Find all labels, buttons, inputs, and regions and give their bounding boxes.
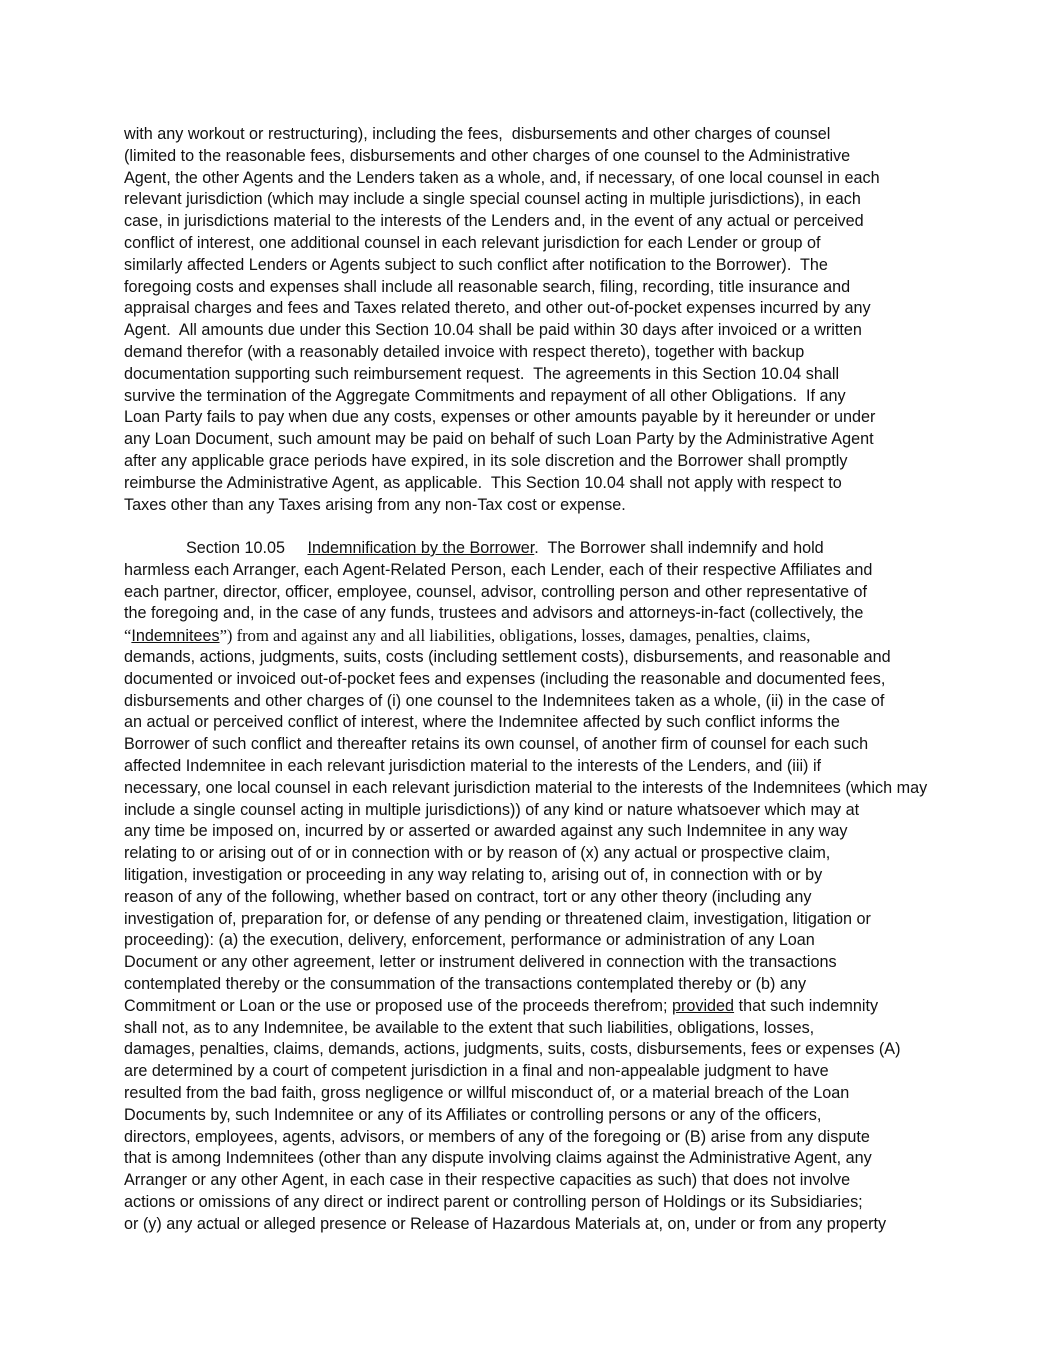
section-title: Indemnification by the Borrower (307, 539, 535, 557)
text-line: affected Indemnitee in each relevant jurisdiction material to the interests of the Lenders, and (iii) if (124, 756, 822, 775)
provided-prefix: Commitment or Loan or the use or proposed use of the proceeds therefrom; (124, 996, 672, 1015)
text-line: reason of any of the following, whether based on contract, tort or any other theory (including any (124, 887, 812, 906)
text-line: any Loan Document, such amount may be paid on behalf of such Loan Party by the Administrative Agent (124, 430, 874, 449)
text-line: Document or any other agreement, letter or instrument delivered in connection with the transactions (124, 953, 837, 972)
text-line: actions or omissions of any direct or indirect parent or controlling person of Holdings or its Subsidiaries; (124, 1192, 863, 1211)
text-line: documented or invoiced out-of-pocket fees and expenses (including the reasonable and documented fees, (124, 669, 886, 688)
text-line: Documents by, such Indemnitee or any of its Affiliates or controlling persons or any of the officers, (124, 1105, 822, 1124)
text-line: demands, actions, judgments, suits, costs (including settlement costs), disbursements, and reasonable and (124, 647, 891, 666)
text-line: Arranger or any other Agent, in each case in their respective capacities as such) that does not involve (124, 1171, 851, 1190)
text-line: contemplated thereby or the consummation of the transactions contemplated thereby or (b) any (124, 974, 807, 993)
defined-term-provided: provided (671, 996, 735, 1015)
text-line: reimburse the Administrative Agent, as applicable. This Section 10.04 shall not apply with respect to (124, 473, 842, 492)
text-line: proceeding): (a) the execution, delivery, enforcement, performance or administration of any Loan (124, 931, 815, 950)
paragraph2-part-a (124, 560, 932, 625)
text-line: (limited to the reasonable fees, disbursements and other charges of one counsel to the Administrative (124, 146, 851, 165)
text-line: resulted from the bad faith, gross negligence or willful misconduct of, or a material breach of the Loan (124, 1083, 850, 1102)
text-line: investigation of, preparation for, or defense of any pending or threatened claim, investigation, litigation or (124, 909, 871, 928)
paragraph-section-10-04-continuation (124, 124, 932, 516)
text-line: disbursements and other charges of (i) one counsel to the Indemnitees taken as a whole, (ii) in the case of (124, 691, 885, 710)
text-line: Loan Party fails to pay when due any costs, expenses or other amounts payable by it hereunder or under (124, 408, 876, 427)
text-line: demand therefor (with a reasonably detailed invoice with respect thereto), together with backup (124, 342, 805, 361)
defined-term-indemnitees: Indemnitees (131, 627, 220, 646)
text-line: relating to or arising out of or in connection with or by reason of (x) any actual or prospective claim, (124, 844, 831, 863)
text-line: each partner, director, officer, employee, counsel, advisor, controlling person and other representative of (124, 582, 867, 601)
text-line: appraisal charges and fees and Taxes related thereto, and other out-of-pocket expenses incurred by any (124, 299, 871, 318)
text-line: any time be imposed on, incurred by or asserted or awarded against any such Indemnitee in any way (124, 822, 848, 841)
section-number: Section 10.05 (186, 539, 285, 557)
text-line: conflict of interest, one additional counsel in each relevant jurisdiction for each Lender or group of (124, 233, 821, 252)
text-line: documentation supporting such reimbursement request. The agreements in this Section 10.04 shall (124, 364, 840, 383)
text-line: case, in jurisdictions material to the interests of the Lenders and, in the event of any actual or perceived (124, 212, 864, 231)
paragraph2-part-c (124, 1018, 932, 1236)
text-line: Taxes other than any Taxes arising from any non-Tax cost or expense. (124, 495, 626, 514)
indemnitees-line-rest: ”) from and against any and all liabilities, obligations, losses, damages, penalties, claims, (219, 626, 811, 646)
paragraph2-part-b (124, 647, 932, 996)
text-line: directors, employees, agents, advisors, or members of any of the foregoing or (B) arise from any dispute (124, 1127, 870, 1146)
text-line: relevant jurisdiction (which may include a single special counsel acting in multiple jurisdictions), in each (124, 190, 861, 209)
text-line: litigation, investigation or proceeding in any way relating to, arising out of, in connection with or by (124, 865, 823, 884)
section-title-period: . (534, 539, 539, 557)
text-line: foregoing costs and expenses shall include all reasonable search, filing, recording, title insurance and (124, 277, 851, 296)
text-line: Agent. All amounts due under this Section 10.04 shall be paid within 30 days after invoiced or a written (124, 321, 862, 340)
indemnitees-definition-line (124, 625, 932, 647)
text-line: with any workout or restructuring), including the fees, disbursements and other charges of counsel (124, 125, 831, 143)
text-line: similarly affected Lenders or Agents subject to such conflict after notification to the Borrower). The (124, 255, 828, 274)
text-line: that is among Indemnitees (other than any dispute involving claims against the Administrative Agent, any (124, 1149, 872, 1168)
provided-line (124, 996, 932, 1018)
text-line: after any applicable grace periods have expired, in its sole discretion and the Borrower shall promptly (124, 451, 848, 470)
text-line: are determined by a court of competent jurisdiction in a final and non-appealable judgment to have (124, 1062, 829, 1081)
open-quote: “ (124, 626, 132, 646)
text-line: Agent, the other Agents and the Lenders taken as a whole, and, if necessary, of one local counsel in each (124, 168, 880, 187)
text-line: the foregoing and, in the case of any funds, trustees and advisors and attorneys-in-fact (collectively, the (124, 604, 864, 623)
text-line: or (y) any actual or alleged presence or Release of Hazardous Materials at, on, under or from any property (124, 1214, 887, 1233)
text-line: shall not, as to any Indemnitee, be available to the extent that such liabilities, obligations, losses, (124, 1018, 815, 1037)
text-line: survive the termination of the Aggregate Commitments and repayment of all other Obligations. If any (124, 386, 846, 405)
text-line: harmless each Arranger, each Agent-Related Person, each Lender, each of their respective Affiliates and (124, 560, 873, 579)
text-line: necessary, one local counsel in each relevant jurisdiction material to the interests of the Indemnitees (which may (124, 778, 928, 797)
provided-suffix: that such indemnity (734, 996, 879, 1015)
paragraph-section-10-05 (124, 538, 932, 1236)
text-line: Borrower of such conflict and thereafter retains its own counsel, of another firm of counsel for each such (124, 735, 869, 754)
section-heading-rest: The Borrower shall indemnify and hold (538, 539, 824, 557)
text-line: an actual or perceived conflict of interest, where the Indemnitee affected by such conflict informs the (124, 713, 840, 732)
text-line: include a single counsel acting in multiple jurisdictions)) of any kind or nature whatsoever which may at (124, 800, 860, 819)
section-heading-line (124, 538, 932, 560)
text-line: damages, penalties, claims, demands, actions, judgments, suits, costs, disbursements, fees or expenses (A) (124, 1040, 901, 1059)
